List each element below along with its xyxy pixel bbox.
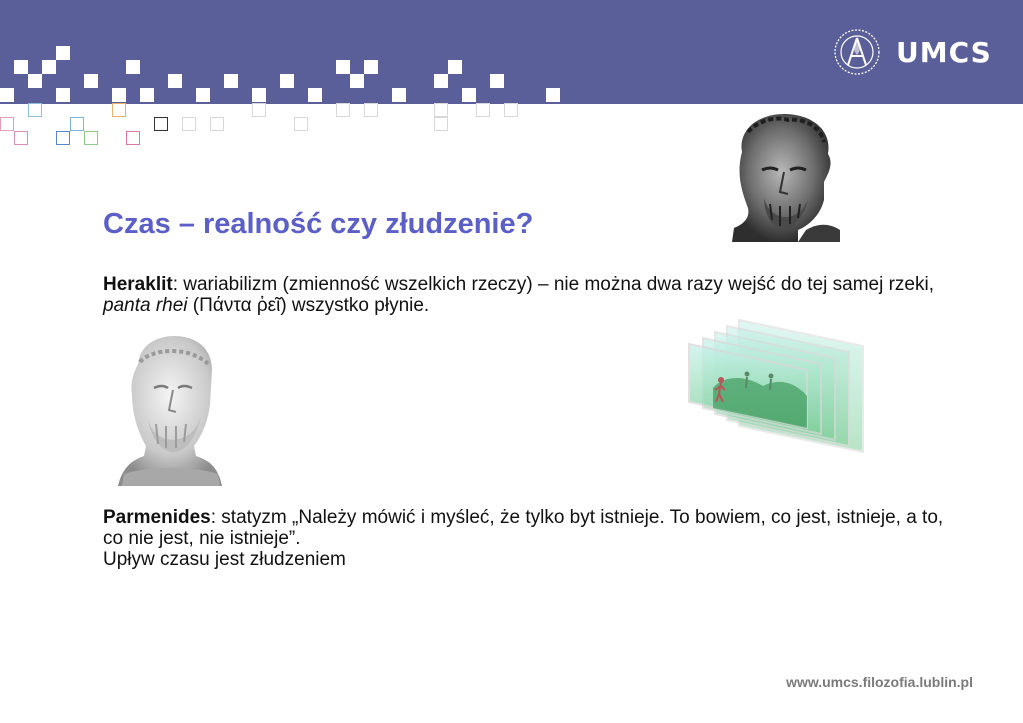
heraclitus-text-end: (Πάντα ῥεῖ) wszystko płynie. bbox=[187, 295, 430, 316]
footer-url[interactable]: www.umcs.filozofia.lublin.pl bbox=[786, 674, 973, 690]
parmenides-paragraph bbox=[103, 507, 953, 570]
heraclitus-name: Heraklit bbox=[103, 274, 173, 295]
heraclitus-paragraph bbox=[103, 274, 953, 316]
parmenides-text: : statyzm „Należy mówić i myśleć, że tylko byt istnieje. To bowiem, co jest, istnieje, a to, co nie jest, nie istnieje”. bbox=[103, 507, 944, 549]
umcs-logo bbox=[832, 24, 1002, 80]
heraclitus-bust-image bbox=[728, 112, 840, 242]
illusion-statement: Upływ czasu jest złudzeniem bbox=[103, 549, 346, 570]
panta-rhei-phrase: panta rhei bbox=[103, 295, 188, 316]
umcs-emblem-icon bbox=[832, 27, 882, 77]
parmenides-name: Parmenides bbox=[103, 507, 211, 528]
parmenides-bust-image bbox=[118, 334, 224, 486]
slide-title: Czas – realność czy złudzenie? bbox=[103, 208, 534, 240]
umcs-wordmark: UMCS bbox=[896, 35, 992, 69]
time-layers-image bbox=[683, 316, 868, 456]
heraclitus-text: : wariabilizm (zmienność wszelkich rzeczy) – nie można dwa razy wejść do tej samej rzeki, bbox=[172, 274, 934, 295]
